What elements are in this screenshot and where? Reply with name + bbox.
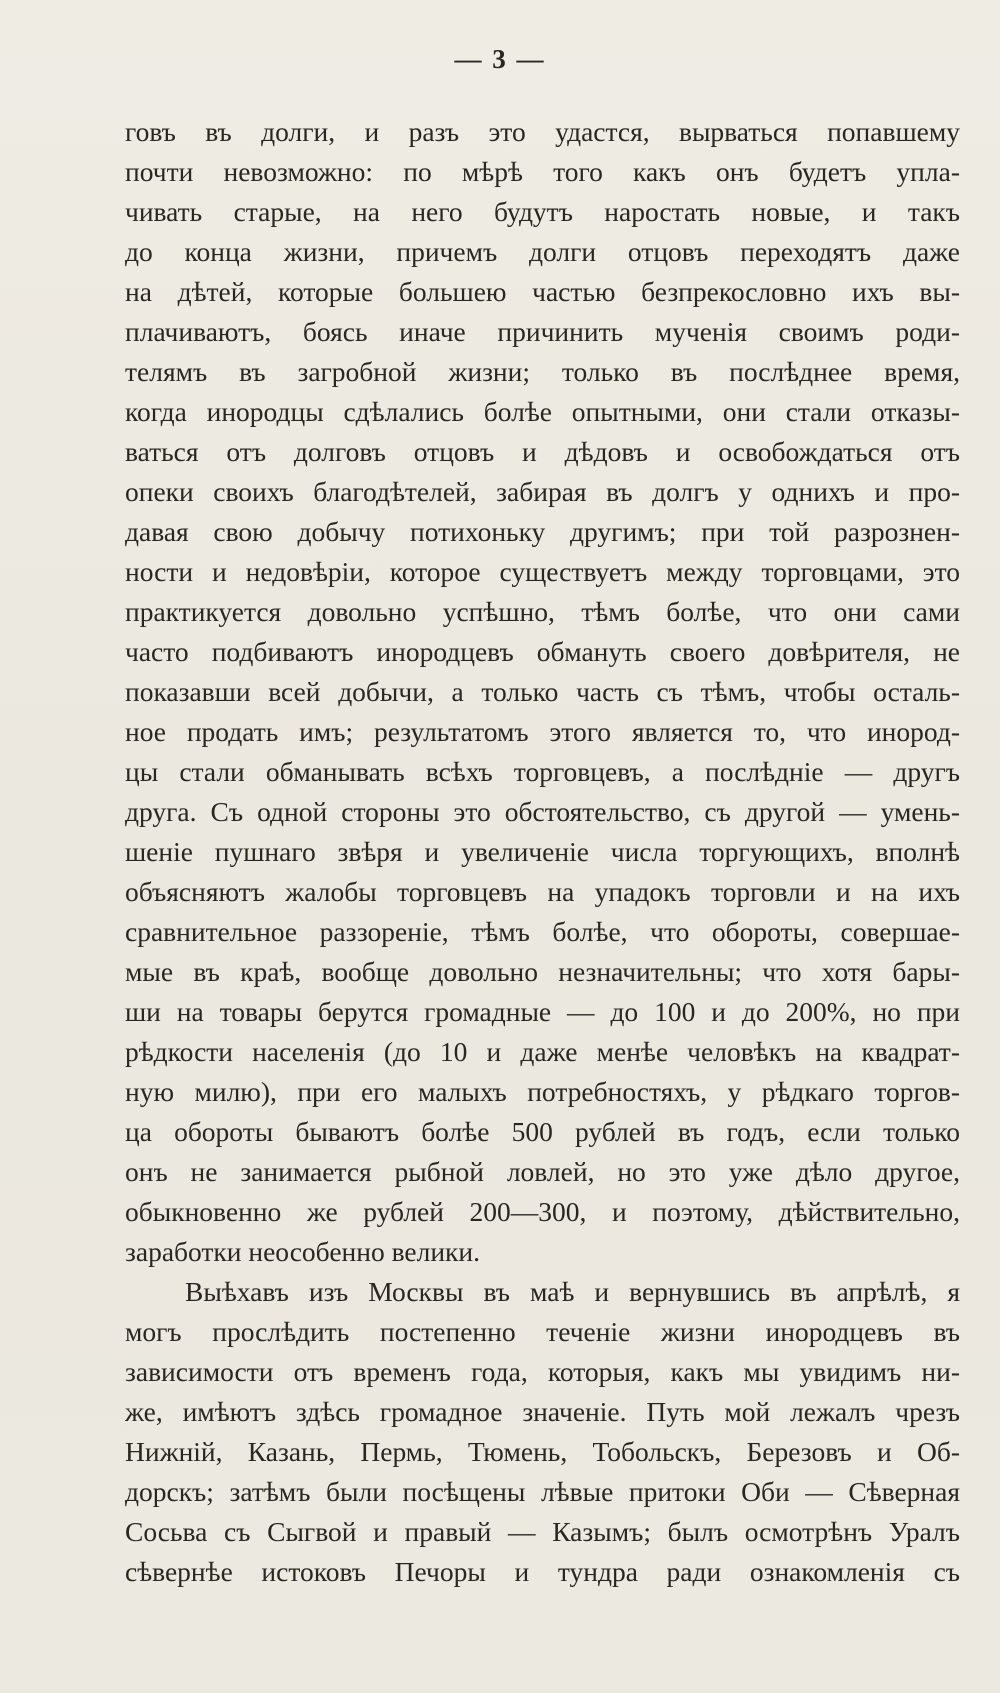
text-line: говъ въ долги, и разъ это удастся, вырваться попавшему: [125, 116, 960, 147]
text-line: обыкновенно же рублей 200—300, и поэтому, дѣйствительно,: [125, 1196, 960, 1227]
paragraph-1: [125, 112, 960, 1272]
text-line: сравнительное раззореніе, тѣмъ болѣе, что обороты, совершае-: [125, 916, 960, 947]
text-line: ное продать имъ; результатомъ этого является то, что инород-: [125, 716, 960, 747]
text-line: друга. Съ одной стороны это обстоятельство, съ другой — умень-: [125, 796, 960, 827]
text-line: же, имѣютъ здѣсь громадное значеніе. Путь мой лежалъ чрезъ: [125, 1396, 960, 1427]
text-line: Выѣхавъ изъ Москвы въ маѣ и вернувшись въ апрѣлѣ, я: [185, 1276, 960, 1307]
text-line: дорскъ; затѣмъ были посѣщены лѣвые притоки Оби — Сѣверная: [125, 1476, 960, 1507]
text-line: когда инородцы сдѣлались болѣе опытными, они стали отказы-: [125, 396, 960, 427]
text-line: показавши всей добычи, а только часть съ тѣмъ, чтобы осталь-: [125, 676, 960, 707]
text-line: сѣвернѣе истоковъ Печоры и тундра ради ознакомленія съ: [125, 1556, 960, 1587]
text-line: до конца жизни, причемъ долги отцовъ переходятъ даже: [125, 236, 960, 267]
text-line: на дѣтей, которые большею частью безпрекословно ихъ вы-: [125, 276, 960, 307]
text-line: цы стали обманывать всѣхъ торговцевъ, а послѣдніе — другъ: [125, 756, 960, 787]
text-line: онъ не занимается рыбной ловлей, но это уже дѣло другое,: [125, 1156, 960, 1187]
paragraph-2: [125, 1272, 960, 1592]
text-line: чивать старые, на него будутъ наростать новые, и такъ: [125, 196, 960, 227]
text-line: могъ прослѣдить постепенно теченіе жизни инородцевъ въ: [125, 1316, 960, 1347]
page-number: — 3 —: [454, 44, 546, 74]
text-line: Нижній, Казань, Пермь, Тюмень, Тобольскъ, Березовъ и Об-: [125, 1436, 960, 1467]
text-line: давая свою добычу потихоньку другимъ; при той разрознен-: [125, 516, 960, 547]
text-line: Сосьва съ Сыгвой и правый — Казымъ; былъ осмотрѣнъ Уралъ: [125, 1516, 960, 1547]
text-line: практикуется довольно успѣшно, тѣмъ болѣе, что они сами: [125, 596, 960, 627]
text-line: объясняютъ жалобы торговцевъ на упадокъ торговли и на ихъ: [125, 876, 960, 907]
text-line: ности и недовѣріи, которое существуетъ между торговцами, это: [125, 556, 960, 587]
text-line: ваться отъ долговъ отцовъ и дѣдовъ и освобождаться отъ: [125, 436, 960, 467]
text-line: рѣдкости населенія (до 10 и даже менѣе человѣкъ на квадрат-: [125, 1036, 960, 1067]
text-line: почти невозможно: по мѣрѣ того какъ онъ будетъ упла-: [125, 156, 960, 187]
text-line: опеки своихъ благодѣтелей, забирая въ долгъ у однихъ и про-: [125, 476, 960, 507]
text-line: зависимости отъ временъ года, которыя, какъ мы увидимъ ни-: [125, 1356, 960, 1387]
text-line: ца обороты бываютъ болѣе 500 рублей въ годъ, если только: [125, 1116, 960, 1147]
text-line: заработки неособенно велики.: [125, 1236, 481, 1267]
text-line: телямъ въ загробной жизни; только въ послѣднее время,: [125, 356, 960, 387]
text-line: шеніе пушнаго звѣря и увеличеніе числа торгующихъ, вполнѣ: [125, 836, 960, 867]
text-line: плачиваютъ, боясь иначе причинить мученія своимъ роди-: [125, 316, 960, 347]
text-line: ши на товары берутся громадные — до 100 и до 200%, но при: [125, 996, 960, 1027]
text-line: ную милю), при его малыхъ потребностяхъ, у рѣдкаго торгов-: [125, 1076, 960, 1107]
body-text: [125, 112, 960, 1592]
text-line: мые въ краѣ, вообще довольно незначительны; что хотя бары-: [125, 956, 960, 987]
text-line: часто подбиваютъ инородцевъ обмануть своего довѣрителя, не: [125, 636, 960, 667]
